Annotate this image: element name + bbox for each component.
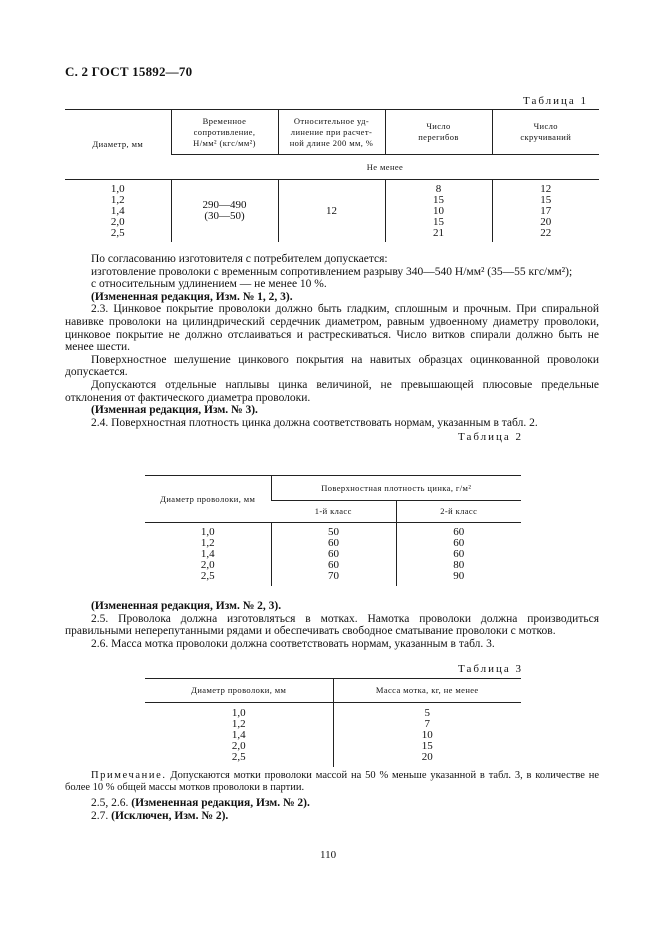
table2-class1-column: 50 60 60 60 70 xyxy=(271,523,396,587)
paragraph: По согласованию изготовителя с потребителем допускается: xyxy=(91,253,388,265)
table1-twists-column: 12 15 17 20 22 xyxy=(492,180,599,243)
table3-caption: Таблица 3 xyxy=(458,663,524,675)
table2-header-class1: 1-й класс xyxy=(271,501,396,523)
table2-header-class2: 2-й класс xyxy=(396,501,521,523)
table1-elongation-cell: 12 xyxy=(278,180,385,243)
table3-header-diameter: Диаметр проволоки, мм xyxy=(145,679,333,703)
table1-header-twists: Число скручиваний xyxy=(492,110,599,155)
table1-header-bends: Число перегибов xyxy=(385,110,492,155)
paragraph: изготовление проволоки с временным сопротивлением разрыву 340—540 Н/мм² (35—55 кгс/мм²); xyxy=(91,265,573,278)
table1-caption: Таблица 1 xyxy=(523,95,589,107)
table3-note xyxy=(65,770,599,794)
table2-diameter-column: 1,0 1,2 1,4 2,0 2,5 xyxy=(200,526,215,582)
table3-diameter-column: 1,0 1,2 1,4 2,0 2,5 xyxy=(231,706,246,763)
paragraph: 2.3. Цинковое покрытие проволоки должно быть гладким, сплошным и прочным. При спиральной навивке проволоки на цилиндрический сердечник диаметром, равным удвоенному диаметру проволоки, цинковое покрытие не должно отслаиваться и растрескиваться. Число витков спирали должно быть не менее шести. xyxy=(65,303,599,354)
section-2-5-2-6 xyxy=(65,600,599,650)
table1-tensile-column: 290—490 (30—50) xyxy=(171,180,278,243)
table2 xyxy=(145,475,521,586)
table3 xyxy=(145,678,521,767)
paragraph: 2.6. Масса мотка проволоки должна соответствовать нормам, указанным в табл. 3. xyxy=(91,637,495,650)
note-label: Примечание. xyxy=(91,770,167,781)
table1-header-diameter: Диаметр, мм xyxy=(65,110,171,180)
paragraph: 2.5. Проволока должна изготовляться в мотках. Намотка проволоки должна производиться правильными неперепутанными рядами и обеспечивать свободное сматывание проволоки с мотков. xyxy=(65,612,599,638)
table2-header-diameter: Диаметр проволоки, мм xyxy=(145,476,271,523)
amendment-note: (Изменная редакция, Изм. № 3). xyxy=(91,404,258,417)
table1-bends-column: 8 15 10 15 21 xyxy=(385,180,492,243)
table2-class2-column: 60 60 60 80 90 xyxy=(396,523,521,587)
amendment-note: (Измененная редакция, Изм. № 2, 3). xyxy=(91,600,282,612)
paragraph: 2.5, 2.6. (Измененная редакция, Изм. № 2). xyxy=(91,797,310,809)
paragraph: Поверхностное шелушение цинкового покрытия на навитых образцах оцинкованной проволоки допускается. xyxy=(65,353,599,379)
paragraph: с относительным удлинением — не менее 10 %. xyxy=(91,278,327,291)
section-2-2-2-4 xyxy=(65,253,599,429)
table1-subheader: Не менее xyxy=(171,155,599,180)
paragraph: 2.4. Поверхностная плотность цинка должна соответствовать нормам, указанным в табл. 2. xyxy=(91,416,538,429)
table1 xyxy=(65,109,599,242)
paragraph: 2.7. (Исключен, Изм. № 2). xyxy=(91,809,229,822)
page-number: 110 xyxy=(320,849,337,861)
table3-header-mass: Масса мотка, кг, не менее xyxy=(333,679,521,703)
table1-header-tensile: Временное сопротивление, Н/мм² (кгс/мм²) xyxy=(171,110,278,155)
page-header: С. 2 ГОСТ 15892—70 xyxy=(65,64,193,79)
table2-caption: Таблица 2 xyxy=(458,431,524,443)
amendment-note: (Измененная редакция, Изм. № 1, 2, 3). xyxy=(91,290,293,303)
table2-header-density: Поверхностная плотность цинка, г/м² xyxy=(271,476,521,501)
table3-mass-column: 5 7 10 15 20 xyxy=(333,703,521,768)
note-text: Допускаются мотки проволоки массой на 50 % меньше указанной в табл. 3, в количестве не более 10 % общей массы мотков проволоки в партии. xyxy=(65,770,600,793)
table1-diameter-column: 1,0 1,2 1,4 2,0 2,5 xyxy=(110,182,125,239)
paragraph: Допускаются отдельные наплывы цинка величиной, не превышающей плюсовые предельные отклонения от фактического диаметра проволоки. xyxy=(65,378,599,404)
table1-header-elongation: Относительное уд- линение при расчет- ной длине 200 мм, % xyxy=(278,110,385,155)
section-2-5-2-7 xyxy=(65,797,599,822)
